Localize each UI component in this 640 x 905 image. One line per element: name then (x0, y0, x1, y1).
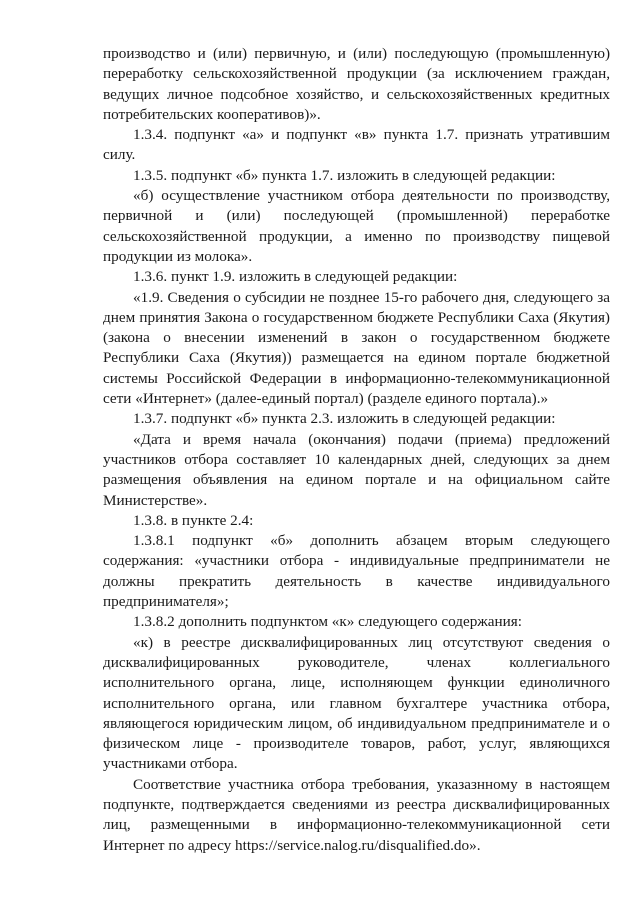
paragraph-1-3-8-2: 1.3.8.2 дополнить подпунктом «к» следующего содержания: (133, 613, 523, 631)
paragraph-1-3-8-1: 1.3.8.1 подпункт «б» дополнить абзацем вторым следующего содержания: «участники отбора - индивидуальные предприниматели не должны прекратить деятельность в качестве индивидуального предпринимателя»; (103, 532, 610, 611)
document-body (103, 44, 610, 856)
paragraph-1-3-5: 1.3.5. подпункт «б» пункта 1.7. изложить в следующей редакции: (133, 166, 556, 184)
paragraph-1-3-8: 1.3.8. в пункте 2.4: (133, 511, 254, 529)
paragraph-continuation: производство и (или) первичную, и (или) последующую (промышленную) переработку сельскохозяйственной продукции (за исключением граждан, ведущих личное подсобное хозяйство, и сельскохозяйственных кредитных потребительских кооперативов)». (103, 45, 610, 123)
paragraph-1-3-5-quote: «б) осуществление участником отбора деятельности по производству, первичной и (или) последующей (промышленной) переработке сельскохозяйственной продукции, а именно по производству пищевой продукции из молока». (103, 187, 610, 265)
paragraph-1-3-6-quote: «1.9. Сведения о субсидии не позднее 15-го рабочего дня, следующего за днем принятия Закона о государственном бюджете Республики Саха (Якутия) (закона о внесении изменений в закон о государственном бюджете Республики Саха (Якутия)) размещается на едином портале бюджетной системы Российской Федерации в информационно-телекоммуникационной сети «Интернет» (далее-единый портал) (разделе единого портала).» (103, 288, 610, 408)
paragraph-1-3-4: 1.3.4. подпункт «а» и подпункт «в» пункта 1.7. признать утратившим силу. (103, 126, 610, 164)
paragraph-1-3-7-quote: «Дата и время начала (окончания) подачи (приема) предложений участников отбора составляет 10 календарных дней, следующих за днем размещения объявления на едином портале и на официальном сайте Министерстве». (103, 430, 610, 509)
paragraph-1-3-7: 1.3.7. подпункт «б» пункта 2.3. изложить в следующей редакции: (133, 410, 556, 428)
paragraph-1-3-8-2-quote: «к) в реестре дисквалифицированных лиц отсутствуют сведения о дисквалифицированных руководителе, членах коллегиального исполнительного органа, лице, исполняющем функции единоличного исполнительного органа, или главном бухгалтере участника отбора, являющегося юридическим лицом, об индивидуальном предпринимателе и о физическом лице - производителе товаров, работ, услуг, являющихся участниками отбора. (103, 633, 610, 773)
paragraph-compliance: Соответствие участника отбора требования, указазнному в настоящем подпункте, подтверждается сведениями из реестра дисквалифицированных лиц, размещенными в информационно-телекоммуникационной сети Интернет по адресу https://service.nalog.ru/disqualified.do». (103, 775, 610, 854)
paragraph-1-3-6: 1.3.6. пункт 1.9. изложить в следующей редакции: (133, 268, 458, 286)
